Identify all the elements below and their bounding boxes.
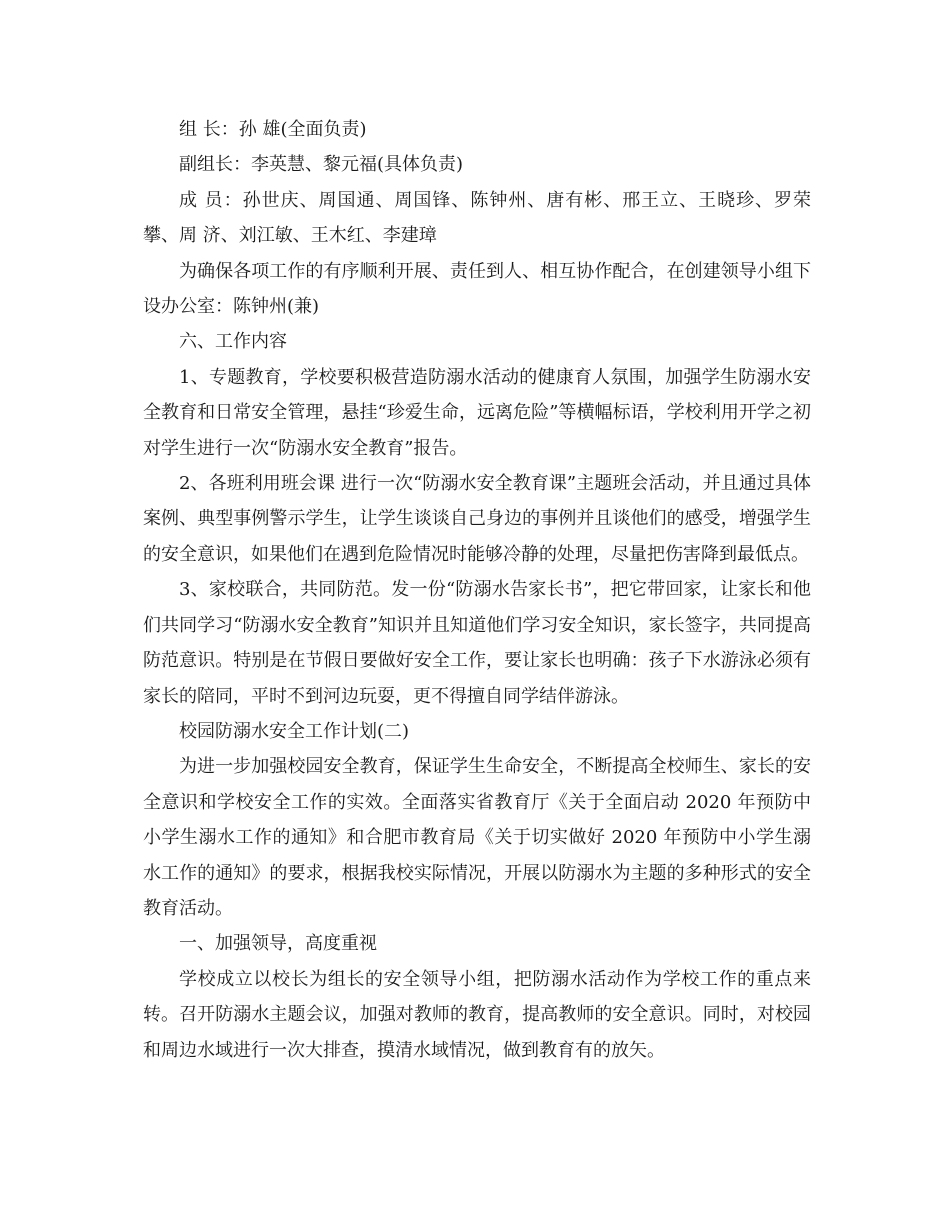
plan-two-title: 校园防溺水安全工作计划(二) <box>179 720 410 742</box>
leadership-paragraph: 学校成立以校长为组长的安全领导小组，把防溺水活动作为学校工作的重点来转。召开防溺水主题会议，加强对教师的教育，提高教师的安全意识。同时，对校园和周边水域进行一次大排查，摸清水域情况，做到教育有的放矢。 <box>143 968 811 1061</box>
deputy-leader-line: 副组长：李英慧、黎元福(具体负责) <box>179 154 464 176</box>
item-3-paragraph: 3、家校联合，共同防范。发一份“防溺水告家长书”，把它带回家，让家长和他们共同学习“防溺水安全教育”知识并且知道他们学习安全知识，家长签字，共同提高防范意识。特别是在节假日要做好安全工作，要让家长也明确：孩子下水游泳必须有家长的陪同，平时不到河边玩耍，更不得擅自同学结伴游泳。 <box>143 579 811 707</box>
team-leader-line: 组 长：孙 雄(全面负责) <box>179 119 367 140</box>
item-2-paragraph: 2、各班利用班会课 进行一次“防溺水安全教育课”主题班会活动，并且通过具体案例、典型事例警示学生，让学生谈谈自己身边的事例并且谈他们的感受，增强学生的安全意识，如果他们在遇到危险情况时能够冷静的处理，尽量把伤害降到最低点。 <box>143 473 811 565</box>
document-body <box>143 112 811 1068</box>
plan-two-intro-paragraph: 为进一步加强校园安全教育，保证学生生命安全，不断提高全校师生、家长的安全意识和学校安全工作的实效。全面落实省教育厅《关于全面启动 2020 年预防中小学生溺水工作的通知》和合肥市教育局《关于切实做好 2020 年预防中小学生溺水工作的通知》的要求，根据我校实际情况，开展以防溺水为主题的多种形式的安全教育活动。 <box>143 756 811 919</box>
section-heading-work-content: 六、工作内容 <box>179 331 287 353</box>
members-line: 成 员：孙世庆、周国通、周国锋、陈钟州、唐有彬、邢王立、王晓珍、罗荣攀、周 济、刘江敏、王木红、李建璋 <box>143 189 811 247</box>
section-heading-leadership: 一、加强领导，高度重视 <box>179 933 377 955</box>
office-paragraph: 为确保各项工作的有序顺利开展、责任到人、相互协作配合，在创建领导小组下设办公室：陈钟州(兼) <box>143 260 811 318</box>
item-1-paragraph: 1、专题教育，学校要积极营造防溺水活动的健康育人氛围，加强学生防溺水安全教育和日常安全管理，悬挂“珍爱生命，远离危险”等横幅标语，学校利用开学之初对学生进行一次“防溺水安全教育”报告。 <box>143 366 811 459</box>
